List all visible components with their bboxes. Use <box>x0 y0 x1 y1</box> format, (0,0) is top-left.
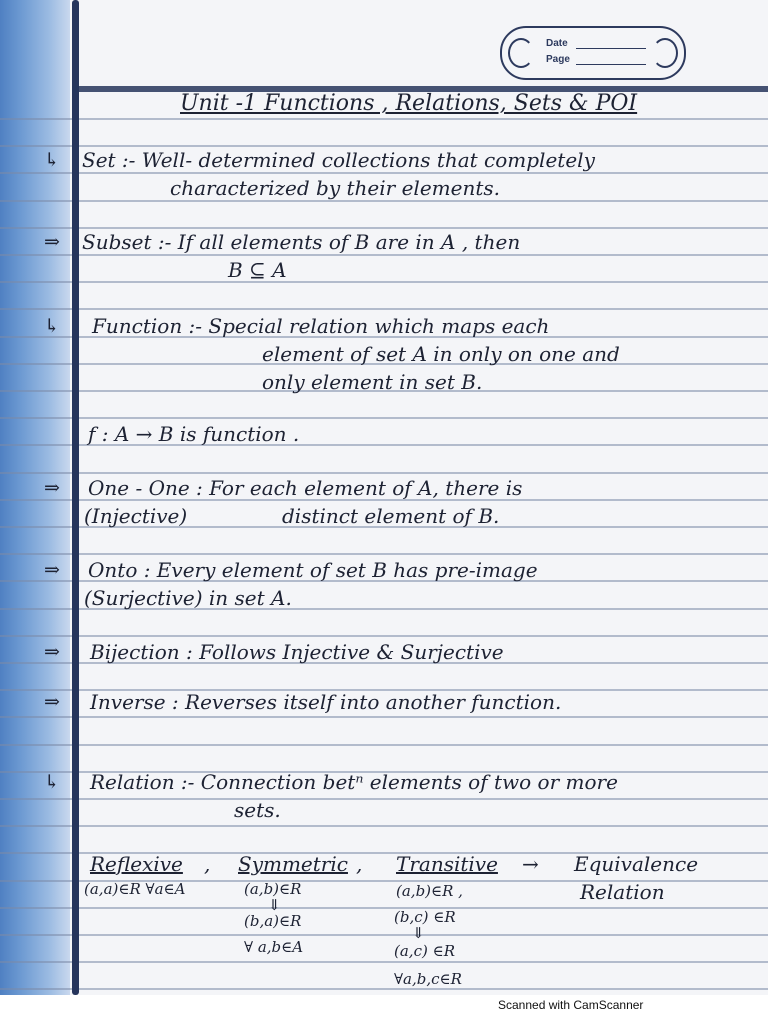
reflexive-label: Reflexive <box>90 852 183 876</box>
one-one-bullet-icon: ⇒ <box>44 477 60 499</box>
transitive-implies-icon: ⇓ <box>412 924 425 942</box>
ruled-line <box>0 934 768 936</box>
relation-bullet-icon: ↳ <box>44 771 60 793</box>
symmetric-condition-1: (a,b)∈R <box>244 880 302 898</box>
ruled-line <box>0 118 768 120</box>
ruled-line <box>0 172 768 174</box>
ruled-line <box>0 308 768 310</box>
ruled-line <box>0 635 768 637</box>
page-label: Page <box>546 54 570 65</box>
inverse-bullet-icon: ⇒ <box>44 691 60 713</box>
transitive-condition-1: (a,b)∈R , <box>396 882 463 900</box>
date-line <box>576 48 646 49</box>
transitive-quantifier: ∀a,b,c∈R <box>394 970 462 988</box>
onto-line-2: (Surjective) in set A. <box>84 586 292 610</box>
ruled-line <box>0 961 768 963</box>
ruled-line <box>0 200 768 202</box>
transitive-condition-2: (b,c) ∈R <box>394 908 456 926</box>
set-line-1: Set :- Well- determined collections that completely <box>82 148 595 172</box>
subset-line-1: Subset :- If all elements of B are in A , then <box>82 230 521 254</box>
date-label: Date <box>546 38 568 49</box>
transitive-label: Transitive <box>396 852 498 876</box>
ruled-line <box>0 227 768 229</box>
inverse-line: Inverse : Reverses itself into another function. <box>90 690 562 714</box>
scanner-watermark: Scanned with CamScanner <box>498 998 644 1012</box>
symmetric-implies-icon: ⇓ <box>268 896 281 914</box>
one-one-line-1: One - One : For each element of A, there is <box>88 476 523 500</box>
relation-line-1: Relation :- Connection betⁿ elements of two or more <box>90 770 618 794</box>
ruled-line <box>0 281 768 283</box>
reflexive-comma: , <box>204 852 211 876</box>
injective-label: (Injective) <box>84 504 188 528</box>
bijection-line: Bijection : Follows Injective & Surjective <box>90 640 504 664</box>
symmetric-quantifier: ∀ a,b∈A <box>244 938 304 956</box>
page-line <box>576 64 646 65</box>
reflexive-condition: (a,a)∈R ∀a∈A <box>84 880 186 898</box>
scroll-curl-right-icon <box>652 38 678 68</box>
symmetric-comma: , <box>356 852 363 876</box>
ruled-line <box>0 472 768 474</box>
page-title: Unit -1 Functions , Relations, Sets & POI <box>180 91 638 116</box>
date-page-box <box>500 26 686 80</box>
function-bullet-icon: ↳ <box>44 315 60 337</box>
ruled-line <box>0 907 768 909</box>
function-line-3: only element in set B. <box>262 370 483 394</box>
transitive-condition-3: (a,c) ∈R <box>394 942 455 960</box>
relation-line-2: sets. <box>234 798 281 822</box>
scroll-curl-left-icon <box>508 38 534 68</box>
function-line-1: Function :- Special relation which maps each <box>92 314 550 338</box>
set-line-2: characterized by their elements. <box>170 176 500 200</box>
onto-line-1: Onto : Every element of set B has pre-image <box>88 558 538 582</box>
relation-result: Relation <box>580 880 665 904</box>
arrow-right-icon: → <box>522 852 539 876</box>
symmetric-condition-2: (b,a)∈R <box>244 912 302 930</box>
set-bullet-icon: ↳ <box>44 149 60 171</box>
function-line-2: element of set A in only on one and <box>262 342 620 366</box>
ruled-line <box>0 798 768 800</box>
subset-bullet-icon: ⇒ <box>44 231 60 253</box>
function-notation: f : A → B is function . <box>88 422 300 446</box>
ruled-line <box>0 988 768 990</box>
margin-line <box>72 0 79 995</box>
symmetric-label: Symmetric <box>238 852 348 876</box>
subset-line-2: B ⊆ A <box>228 258 287 282</box>
ruled-line <box>0 254 768 256</box>
one-one-line-2: distinct element of B. <box>282 504 500 528</box>
ruled-line <box>0 825 768 827</box>
ruled-line <box>0 417 768 419</box>
equivalence-result: Equivalence <box>574 852 699 876</box>
bijection-bullet-icon: ⇒ <box>44 641 60 663</box>
ruled-line <box>0 744 768 746</box>
ruled-line <box>0 716 768 718</box>
ruled-line <box>0 553 768 555</box>
onto-bullet-icon: ⇒ <box>44 559 60 581</box>
ruled-line <box>0 145 768 147</box>
